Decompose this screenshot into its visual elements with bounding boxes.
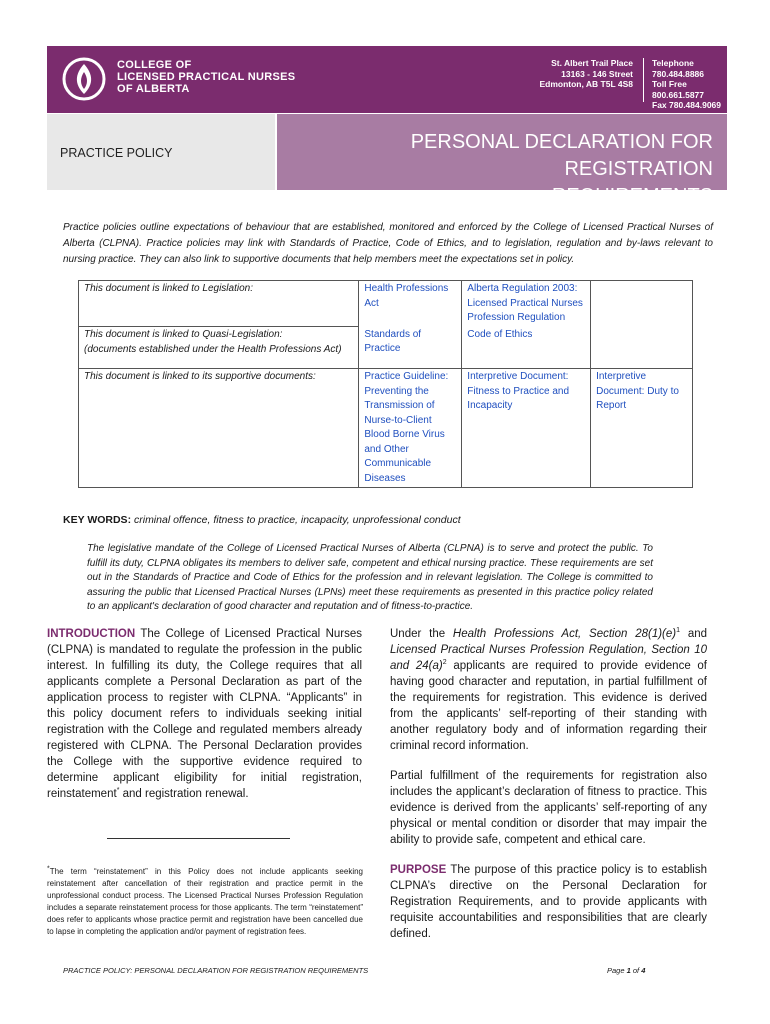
superscript: 1	[676, 627, 681, 635]
text-run: and	[680, 628, 708, 640]
address-line: Edmonton, AB T5L 4S8	[539, 79, 633, 89]
keywords-text: criminal offence, fitness to practice, incapacity, unprofessional conduct	[133, 514, 461, 526]
toll-free: Toll Free 800.661.5877	[652, 79, 704, 100]
page-current: 1	[626, 966, 631, 975]
purpose-paragraph	[390, 862, 707, 942]
link-standards-of-practice[interactable]: Standards of Practice	[359, 327, 462, 369]
footnote-marker: *	[116, 787, 120, 795]
table-row	[79, 281, 693, 327]
org-line-3: OF ALBERTA	[117, 83, 190, 95]
keywords-label: KEY WORDS:	[63, 514, 132, 526]
intro-paragraph: Practice policies outline expectations of behaviour that are established, monitored and enforced by the College of Licensed Practical Nurses of Alberta (CLPNA). Practice policies may link with Standards of Practice, Code of Ethics, and to legislation, regulation and by-laws relevant to nursing practice. They can also link to supportive documents that help members meet the expectations set in policy.	[63, 222, 713, 265]
table-row	[79, 327, 693, 369]
fitness-paragraph: Partial fulfillment of the requirements for registration also includes the applicant’s declaration of fitness to practice. This evidence is derived from the applicants’ self-reporting of any physical or mental condition or disorder that may impair the ability to provide safe, competent and ethical care.	[390, 770, 707, 846]
org-line-1: COLLEGE OF	[117, 59, 192, 71]
mandate-paragraph: The legislative mandate of the College of Licensed Practical Nurses of Alberta (CLPNA) is to serve and protect the public. To fulfill its duty, CLPNA obligates its members to deliver safe, competent and ethical nursing practice. These requirements are set out in the Standards of Practice and Code of Ethics for the profession and in relevant legislation. The College is committed to assuring the public that Licensed Practical Nurses (LPNs) meet these requirements as presented in this practice policy related to an applicant's declaration of good character and reputation and of fitness-to-practice.	[87, 543, 653, 612]
regulation-reference: Licensed Practical Nurses Profession Regulation, Section 10 and 24(a)	[390, 644, 707, 672]
address-line: 13163 - 146 Street	[561, 68, 633, 79]
table-row	[79, 369, 693, 488]
header-divider	[643, 58, 644, 102]
header-banner	[47, 46, 727, 113]
address-block	[493, 58, 633, 90]
introduction-tail: and registration renewal.	[119, 788, 249, 800]
page-prefix: Page	[607, 966, 627, 975]
telephone: Telephone 780.484.8886	[652, 58, 704, 79]
link-practice-guideline[interactable]: Practice Guideline: Preventing the Transmission of Nurse-to-Client Blood Borne Virus and Other Communicable Diseases	[359, 369, 462, 488]
introduction-heading: INTRODUCTION	[47, 628, 136, 640]
quasi-legislation-label: This document is linked to Quasi-Legislation:	[84, 329, 283, 340]
page-of: of	[630, 966, 642, 975]
linked-documents-table	[78, 280, 693, 488]
introduction-paragraph	[47, 626, 362, 802]
purpose-text: The purpose of this practice policy is to establish CLPNA’s directive on the Personal Declaration for Registration Requirements, and to provide applicants with requisite accountabilities and responsibilities that are clearly defined.	[390, 864, 707, 940]
link-fitness-to-practice[interactable]: Interpretive Document: Fitness to Practice and Incapacity	[462, 369, 591, 488]
title-line-1: PERSONAL DECLARATION FOR REGISTRATION	[410, 131, 713, 180]
introduction-text: The College of Licensed Practical Nurses (CLPNA) is mandated to regulate the profession in the public interest. In fulfilling its duty, the College requires that all applicants complete a Personal Declaration as part of the application process to register with CLPNA. “Applicants” in this policy document refers to individuals seeking initial registration with the College and regulated members already registered with CLPNA. The Personal Declaration provides the College with the supportive evidence required to determine applicant eligibility for initial registration, reinstatement	[47, 628, 362, 800]
footer-page-number	[607, 966, 645, 975]
right-column	[390, 626, 707, 956]
legislation-paragraph	[390, 626, 707, 754]
title-line-2: REQUIREMENTS	[551, 185, 713, 207]
text-run: Under the	[390, 628, 453, 640]
footnote-divider	[107, 838, 290, 839]
clpna-logo-icon	[61, 56, 107, 102]
title-box	[277, 114, 727, 207]
address-line: St. Albert Trail Place	[551, 58, 633, 68]
table-cell-label: This document is linked to its supportive documents:	[79, 369, 359, 488]
footnote	[47, 866, 363, 938]
page-total: 4	[641, 966, 646, 975]
org-line-2: LICENSED PRACTICAL NURSES	[117, 71, 296, 83]
act-reference: Health Professions Act, Section 28(1)(e)	[452, 628, 677, 640]
table-cell-label	[79, 327, 359, 369]
table-cell-label: This document is linked to Legislation:	[79, 281, 359, 327]
contact-block	[652, 58, 727, 121]
table-cell-empty	[591, 327, 693, 369]
link-code-of-ethics[interactable]: Code of Ethics	[462, 327, 591, 369]
organization-name	[117, 59, 295, 95]
footnote-text: The term “reinstatement” in this Policy does not include applicants seeking reinstatement after cancellation of their registration and practice permit in the unprofessional conduct process. The Licensed Practical Nurses Profession Regulation includes a separate reinstatement process for those applicants. The term “reinstatement” does refer to applicants whose practice permit and registration have been cancelled due to lapse in completing the application and/or payment of registration fees.	[47, 867, 363, 936]
link-alberta-regulation[interactable]: Alberta Regulation 2003: Licensed Practical Nurses Profession Regulation	[462, 281, 591, 327]
footer-document-title: PRACTICE POLICY: PERSONAL DECLARATION FOR REGISTRATION REQUIREMENTS	[63, 966, 369, 975]
table-cell-empty	[591, 281, 693, 327]
keywords-line	[63, 513, 461, 527]
text-run: applicants are required to provide evidence of having good character and reputation, in partial fulfillment of the requirements for registration. This evidence is derived from the applicants’ self-reporting of their standing with another regulatory body and of information regarding their criminal record information.	[390, 660, 707, 752]
policy-type-label: PRACTICE POLICY	[60, 146, 173, 160]
link-health-professions-act[interactable]: Health Professions Act	[359, 281, 462, 327]
page-title	[277, 129, 713, 210]
footnote-marker: *	[47, 865, 50, 873]
policy-type-box	[47, 114, 275, 190]
purpose-heading: PURPOSE	[390, 864, 447, 876]
left-column	[47, 626, 362, 816]
superscript: 2	[442, 659, 447, 667]
quasi-legislation-note: (documents established under the Health Professions Act)	[84, 343, 342, 355]
fax: Fax 780.484.9069	[652, 100, 722, 110]
link-duty-to-report[interactable]: Interpretive Document: Duty to Report	[591, 369, 693, 488]
